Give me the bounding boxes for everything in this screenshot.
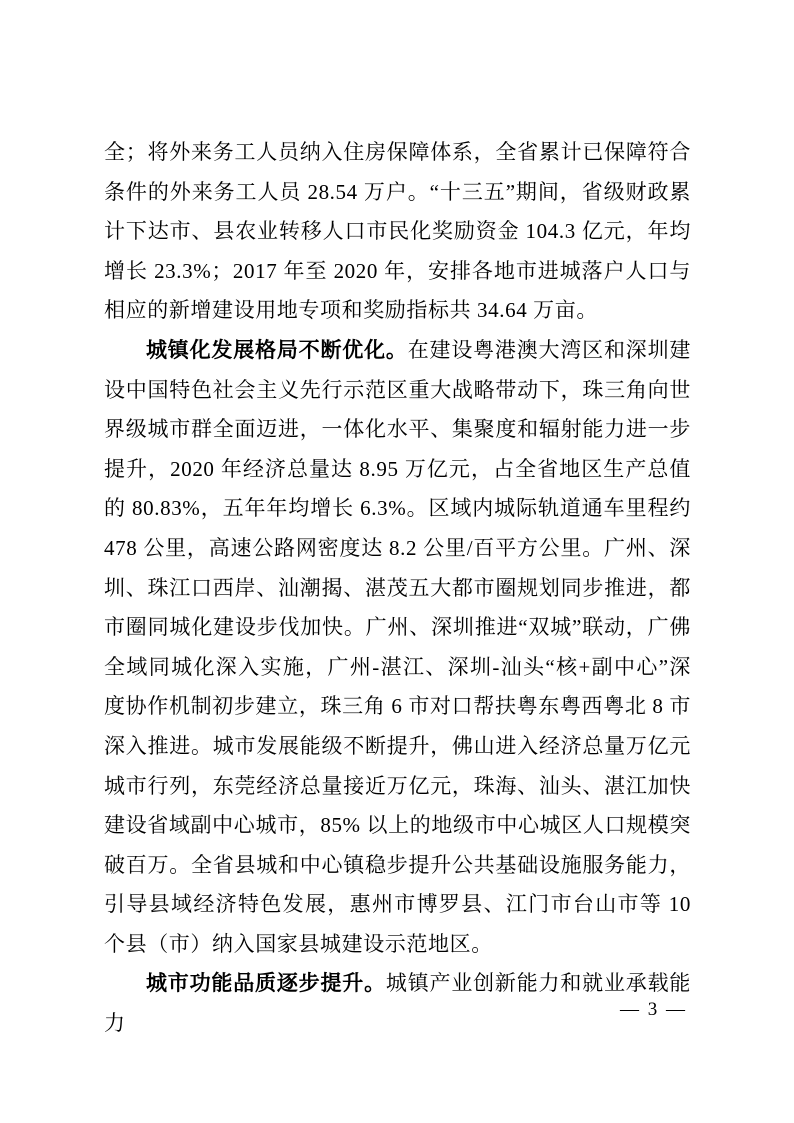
paragraph-lead: 城市功能品质逐步提升。 (146, 972, 386, 996)
paragraph-text: 在建设粤港澳大湾区和深圳建设中国特色社会主义先行示范区重大战略带动下，珠三角向世界级城市群全面迈进，一体化水平、集聚度和辐射能力进一步提升，2020 年经济总量达 8.95 万亿元，占全省地区生产总值的 80.83%，五年年均增长 6.3%。区域内城际轨道通车里程约 478 公里，高速公路网密度达 8.2 公里/百平方公里。广州、深圳、珠江口西岸、汕潮揭、湛茂五大都市圈规划同步推进，都市圈同城化建设步伐加快。广州、深圳推进“双城”联动，广佛全域同城化深入实施，广州-湛江、深圳-汕头“核+副中心”深度协作机制初步建立，珠三角 6 市对口帮扶粤东粤西粤北 8 市深入推进。城市发展能级不断提升，佛山进入经济总量万亿元城市行列，东莞经济总量接近万亿元，珠海、汕头、湛江加快建设省域副中心城市，85% 以上的地级市中心城区人口规模突破百万。全省县城和中心镇稳步提升公共基础设施服务能力，引导县域经济特色发展，惠州市博罗县、江门市台山市等 10 个县（市）纳入国家县城建设示范地区。 (104, 337, 691, 956)
paragraph-urbanization-pattern (104, 331, 691, 965)
paragraph-continued (104, 133, 691, 331)
paragraph-lead: 城镇化发展格局不断优化。 (146, 338, 408, 362)
page-number: — 3 — (620, 999, 687, 1020)
paragraph-text: 全；将外来务工人员纳入住房保障体系，全省累计已保障符合条件的外来务工人员 28.54 万户。“十三五”期间，省级财政累计下达市、县农业转移人口市民化奖励资金 104.3 亿元，年均增长 23.3%；2017 年至 2020 年，安排各地市进城落户人口与相应的新增建设用地专项和奖励指标共 34.64 万亩。 (104, 140, 691, 323)
paragraph-city-quality (104, 964, 691, 1043)
body-text-block (104, 133, 691, 1044)
paragraph-text: 城镇产业创新能力和就业承载能力 (104, 971, 691, 1036)
